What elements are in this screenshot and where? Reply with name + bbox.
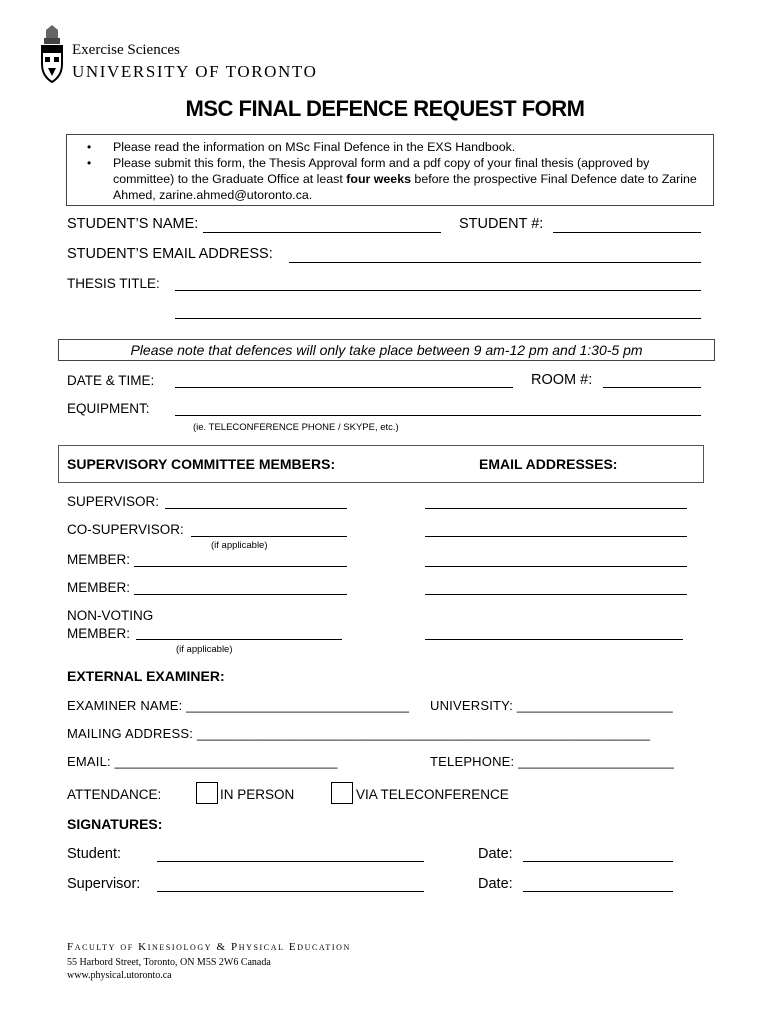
student-name-field[interactable]	[203, 232, 441, 233]
non-voting-email-field[interactable]	[425, 639, 683, 640]
date-time-field[interactable]	[175, 387, 513, 388]
examiner-telephone-field[interactable]: TELEPHONE: _____________________	[430, 754, 675, 769]
cosupervisor-email-field[interactable]	[425, 536, 687, 537]
member-2-label: MEMBER:	[67, 580, 131, 595]
student-signature-label: Student:	[67, 846, 122, 862]
supervisor-signature-field[interactable]	[157, 891, 424, 892]
in-person-label: IN PERSON	[220, 787, 295, 802]
supervisor-label: SUPERVISOR:	[67, 494, 160, 509]
equipment-field[interactable]	[175, 415, 701, 416]
thesis-title-field-line-2[interactable]	[175, 318, 701, 319]
student-date-field[interactable]	[523, 861, 673, 862]
defence-times-text: Please note that defences will only take place between 9 am-12 pm and 1:30-5 pm	[130, 342, 643, 358]
non-voting-name-field[interactable]	[136, 639, 342, 640]
examiner-name-field[interactable]: EXAMINER NAME: ______________________________	[67, 698, 410, 713]
student-name-label: STUDENT’S NAME:	[67, 216, 199, 232]
member-2-name-field[interactable]	[134, 594, 347, 595]
external-examiner-heading: EXTERNAL EXAMINER:	[67, 668, 225, 684]
supervisor-email-field[interactable]	[425, 508, 687, 509]
date-time-label: DATE & TIME:	[67, 373, 155, 388]
supervisor-date-label: Date:	[478, 876, 513, 892]
instruction-item: • Please submit this form, the Thesis Approval form and a pdf copy of your final thesis (approved by committee) to the Graduate Office at least four weeks before the prospective Final Defence date to Zarine Ahmed, zarine.ahmed@utoronto.ca.	[67, 155, 699, 203]
student-email-label: STUDENT’S EMAIL ADDRESS:	[67, 246, 273, 262]
committee-header-box	[58, 445, 704, 483]
student-number-field[interactable]	[553, 232, 701, 233]
student-signature-field[interactable]	[157, 861, 424, 862]
examiner-university-field[interactable]: UNIVERSITY: _____________________	[430, 698, 673, 713]
thesis-title-label: THESIS TITLE:	[67, 276, 160, 291]
equipment-hint: (ie. TELECONFERENCE PHONE / SKYPE, etc.)	[193, 422, 399, 433]
room-field[interactable]	[603, 387, 701, 388]
member-1-email-field[interactable]	[425, 566, 687, 567]
member-2-email-field[interactable]	[425, 594, 687, 595]
supervisor-date-field[interactable]	[523, 891, 673, 892]
non-voting-if-applicable: (if applicable)	[176, 644, 233, 655]
room-label: ROOM #:	[531, 372, 593, 388]
examiner-email-field[interactable]: EMAIL: ______________________________	[67, 754, 338, 769]
cosupervisor-name-field[interactable]	[191, 536, 347, 537]
cosupervisor-label: CO-SUPERVISOR:	[67, 522, 184, 537]
supervisor-name-field[interactable]	[165, 508, 347, 509]
non-voting-label-1: NON-VOTING	[67, 608, 154, 623]
non-voting-label-2: MEMBER:	[67, 626, 131, 641]
cosupervisor-if-applicable: (if applicable)	[211, 540, 268, 551]
thesis-title-field-line-1[interactable]	[175, 290, 701, 291]
committee-header-left: SUPERVISORY COMMITTEE MEMBERS:	[67, 456, 336, 472]
examiner-mailing-address-field[interactable]: MAILING ADDRESS: _____________________________________________________________	[67, 726, 651, 741]
supervisor-signature-label: Supervisor:	[67, 876, 141, 892]
equipment-label: EQUIPMENT:	[67, 401, 150, 416]
member-1-name-field[interactable]	[134, 566, 347, 567]
student-email-field[interactable]	[289, 262, 701, 263]
instructions-box	[66, 134, 714, 206]
student-number-label: STUDENT #:	[459, 216, 544, 232]
committee-header-right: EMAIL ADDRESSES:	[479, 456, 618, 472]
via-teleconference-checkbox[interactable]	[331, 782, 353, 804]
student-date-label: Date:	[478, 846, 513, 862]
via-teleconference-label: VIA TELECONFERENCE	[356, 787, 509, 802]
footer-web: www.physical.utoronto.ca	[67, 970, 172, 981]
instruction-item: • Please read the information on MSc Final Defence in the EXS Handbook.	[67, 139, 699, 155]
footer-faculty: Faculty of Kinesiology & Physical Education	[67, 941, 351, 953]
university-name: UNIVERSITY OF TORONTO	[72, 62, 318, 81]
form-title: MSC FINAL DEFENCE REQUEST FORM	[185, 96, 585, 121]
department-name: Exercise Sciences	[72, 42, 180, 58]
signatures-heading: SIGNATURES:	[67, 816, 163, 832]
defence-times-note	[58, 339, 715, 361]
in-person-checkbox[interactable]	[196, 782, 218, 804]
footer-address: 55 Harbord Street, Toronto, ON M5S 2W6 Canada	[67, 957, 271, 968]
attendance-label: ATTENDANCE:	[67, 787, 162, 802]
member-1-label: MEMBER:	[67, 552, 131, 567]
university-crest-logo	[38, 24, 66, 84]
